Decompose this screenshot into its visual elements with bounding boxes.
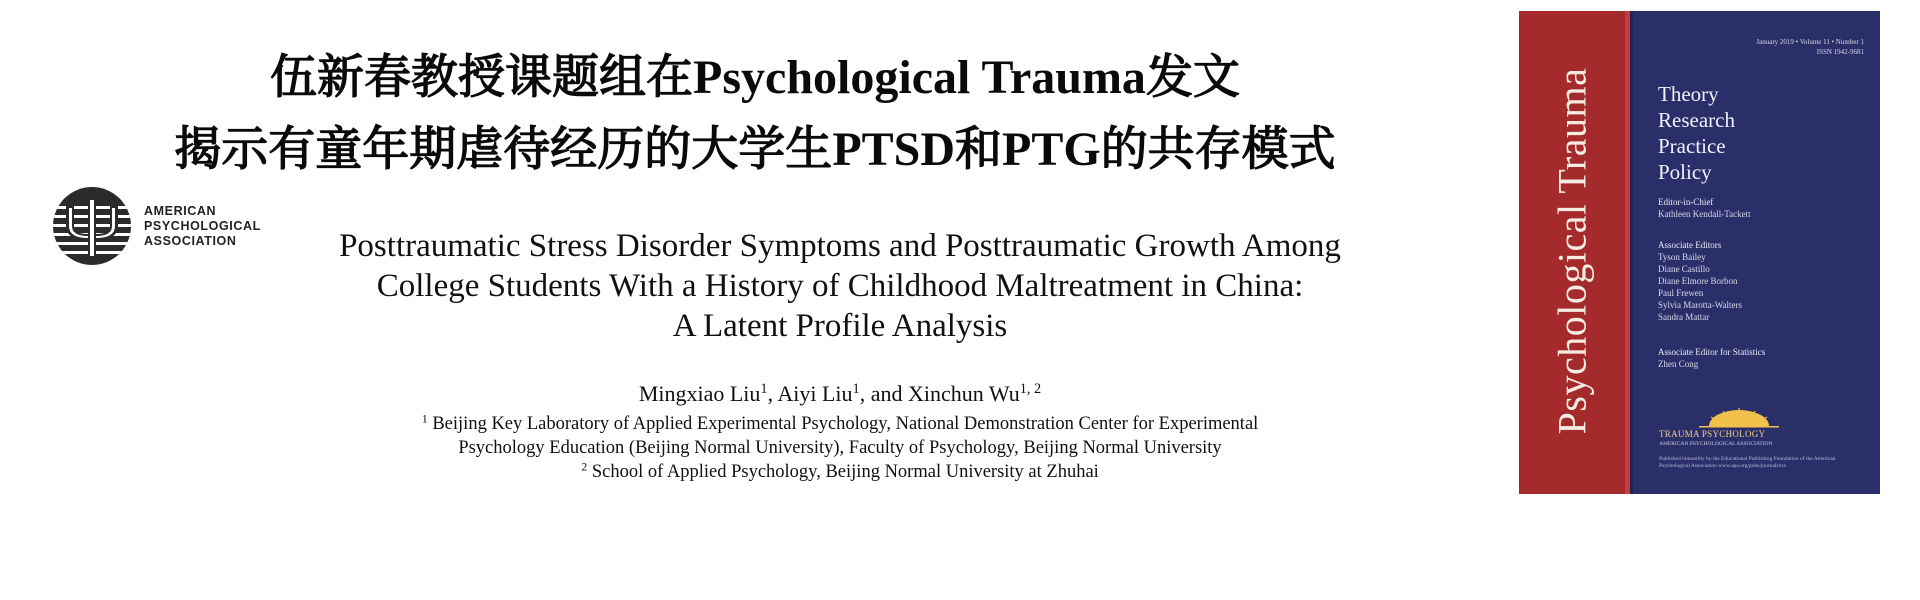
affiliation-number: 2 <box>581 459 588 474</box>
cover-division-name: TRAUMA PSYCHOLOGY <box>1659 429 1766 439</box>
author-list <box>270 381 1410 407</box>
author-affiliation-mark: 1 <box>852 381 860 398</box>
cover-subject: Theory <box>1658 82 1719 106</box>
cover-editor-name: Diane Castillo <box>1658 264 1710 274</box>
cover-issue-line: January 2019 • Volume 11 • Number 1 <box>1756 38 1864 46</box>
headline-line-1 <box>0 40 1510 107</box>
cover-editor-name: Kathleen Kendall-Tackett <box>1658 209 1751 219</box>
cover-editor-name: Zhen Cong <box>1658 359 1699 369</box>
cover-publisher-note: Published bimonthly by the Educational Publishing Foundation of the American Psychological Association www.apa.org/pubs/journals/tra <box>1659 456 1836 469</box>
paper-title-line: A Latent Profile Analysis <box>672 308 1008 344</box>
headline-zh: 揭示有童年期虐待经历的大学生 <box>174 122 833 177</box>
affiliation-text: Beijing Key Laboratory of Applied Experimental Psychology, National Demonstration Center for Experimental <box>432 414 1259 434</box>
affiliation-1-line-2 <box>270 438 1410 459</box>
paper-title-line: Posttraumatic Stress Disorder Symptoms and Posttraumatic Growth Among <box>339 228 1341 264</box>
cover-editor-name: Diane Elmore Borbon <box>1658 276 1738 286</box>
headline-zh: 和 <box>955 122 1003 177</box>
apa-wordmark-line: PSYCHOLOGICAL <box>144 218 261 233</box>
cover-subject: Research <box>1658 108 1735 132</box>
paper-title <box>270 226 1410 346</box>
cover-issn: ISSN 1942-9681 <box>1816 48 1864 56</box>
author-affiliation-mark: 1, 2 <box>1019 381 1042 398</box>
cover-issue-info <box>1756 37 1864 57</box>
cover-section-heading: Associate Editors <box>1658 240 1722 250</box>
apa-psi-icon <box>52 186 132 266</box>
apa-wordmark <box>144 204 261 249</box>
affiliation-text: School of Applied Psychology, Beijing Normal University at Zhuhai <box>591 462 1099 482</box>
apa-logo <box>52 186 261 266</box>
affiliation-2 <box>270 459 1410 483</box>
cover-section-heading: Editor-in-Chief <box>1658 197 1714 207</box>
affiliation-1-line-1 <box>270 411 1410 435</box>
apa-wordmark-line: AMERICAN <box>144 203 217 218</box>
apa-wordmark-line: ASSOCIATION <box>144 233 237 248</box>
cover-section-heading: Associate Editor for Statistics <box>1658 347 1766 357</box>
headline-journal-name: Psychological Trauma <box>693 51 1146 104</box>
author-affiliation-mark: 1 <box>760 381 768 398</box>
headline-ptg: PTG <box>1002 123 1101 176</box>
cover-editor-block <box>1658 196 1751 220</box>
affiliation-text: Psychology Education (Beijing Normal University), Faculty of Psychology, Beijing Normal University <box>458 438 1222 458</box>
cover-division-sub: AMERICAN PSYCHOLOGICAL ASSOCIATION <box>1659 441 1773 447</box>
cover-associate-block <box>1658 239 1742 323</box>
cover-stats-block <box>1658 346 1765 370</box>
cover-subject: Practice <box>1658 134 1726 158</box>
headline-ptsd: PTSD <box>832 123 956 176</box>
author-name: Mingxiao Liu <box>638 381 761 406</box>
cover-stripe <box>1630 11 1633 494</box>
cover-journal-title: Psychological Trauma <box>1549 67 1595 435</box>
headline-line-2 <box>0 112 1510 179</box>
headline-zh: 发文 <box>1145 50 1240 105</box>
journal-cover <box>1519 11 1880 494</box>
affiliation-number: 1 <box>421 411 428 426</box>
cover-subject: Policy <box>1658 160 1712 184</box>
author-separator: , <box>767 381 778 406</box>
cover-subjects <box>1658 81 1735 185</box>
author-name: Xinchun Wu <box>907 381 1020 406</box>
cover-editor-name: Tyson Bailey <box>1658 252 1706 262</box>
headline-zh: 的共存模式 <box>1100 122 1336 177</box>
cover-editor-name: Sandra Mattar <box>1658 312 1710 322</box>
author-name: Aiyi Liu <box>777 381 853 406</box>
headline-zh: 伍新春教授课题组在 <box>270 50 694 105</box>
cover-editor-name: Sylvia Marotta-Walters <box>1658 300 1743 310</box>
paper-title-line: College Students With a History of Childhood Maltreatment in China: <box>376 268 1304 304</box>
author-separator: , and <box>859 381 908 406</box>
cover-editor-name: Paul Frewen <box>1658 288 1704 298</box>
